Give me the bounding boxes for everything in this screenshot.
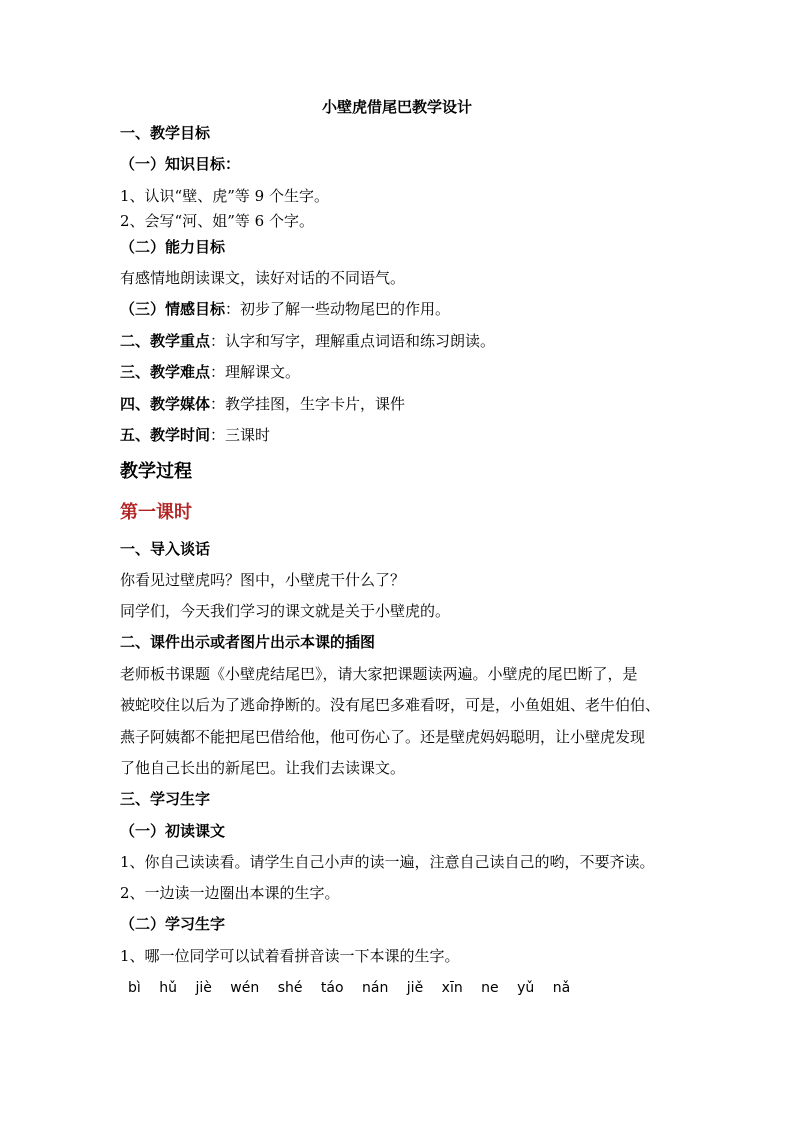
reading-item-2: 2、一边读一边圈出本课的生字。 <box>120 884 340 902</box>
pinyin-syllable: wén <box>230 980 260 996</box>
heading-learn-characters: 三、学习生字 <box>120 790 211 808</box>
key-points-line <box>120 331 495 351</box>
media-line <box>120 394 405 414</box>
emotion-goals-text: ：初步了解一些动物尾巴的作用。 <box>225 300 451 318</box>
heading-illustration: 二、课件出示或者图片出示本课的插图 <box>120 633 376 651</box>
difficulty-line <box>120 362 300 382</box>
subheading-ability-goals: （二）能力目标 <box>120 238 226 256</box>
paragraph-line: 燕子阿姨都不能把尾巴借给他，他可伤心了。还是壁虎妈妈聪明，让小壁虎发现 <box>120 728 646 746</box>
pinyin-syllable: nán <box>362 980 389 996</box>
document-title: 小壁虎借尾巴教学设计 <box>321 98 472 116</box>
paragraph-line: 被蛇咬住以后为了逃命挣断的。没有尾巴多难看呀，可是，小鱼姐姐、老牛伯伯、 <box>120 696 661 714</box>
key-points-text: ：认字和写字，理解重点词语和练习朗读。 <box>210 332 496 350</box>
pinyin-syllable: jiě <box>406 980 424 996</box>
heading-lesson-1: 第一课时 <box>120 502 192 523</box>
paragraph-line: 老师板书课题《小壁虎结尾巴》，请大家把课题读两遍。小壁虎的尾巴断了，是 <box>120 665 638 683</box>
ability-item: 有感情地朗读课文，读好对话的不同语气。 <box>120 269 406 287</box>
difficulty-text: ：理解课文。 <box>210 363 301 381</box>
pinyin-syllable: hǔ <box>159 980 177 996</box>
subheading-knowledge-goals: （一）知识目标： <box>120 155 241 173</box>
pinyin-syllable: xīn <box>441 980 463 996</box>
reading-item-1: 1、你自己读读看。请学生自己小声的读一遍，注意自己读自己的哟，不要齐读。 <box>120 853 655 871</box>
media-label: 四、教学媒体 <box>120 395 211 413</box>
heading-teaching-goals: 一、教学目标 <box>120 124 211 142</box>
pinyin-syllable: táo <box>320 980 344 996</box>
heading-teaching-process: 教学过程 <box>120 461 192 482</box>
intro-line-1: 你看见过壁虎吗？图中，小壁虎干什么了？ <box>120 571 406 589</box>
pinyin-syllable: jiè <box>195 980 212 996</box>
media-text: ：教学挂图，生字卡片，课件 <box>210 395 406 413</box>
pinyin-syllable: nǎ <box>552 980 571 996</box>
subheading-learn-characters: （二）学习生字 <box>120 915 226 933</box>
knowledge-item-2: 2、会写“河、姐”等 6 个字。 <box>120 212 314 230</box>
emotion-goals-line <box>120 299 450 319</box>
knowledge-item-1: 1、认识“壁、虎”等 9 个生字。 <box>120 187 329 205</box>
pinyin-row <box>128 978 584 998</box>
pinyin-syllable: yǔ <box>517 980 535 996</box>
time-label: 五、教学时间 <box>120 426 211 444</box>
heading-intro-talk: 一、导入谈话 <box>120 540 211 558</box>
intro-line-2: 同学们，今天我们学习的课文就是关于小壁虎的。 <box>120 602 451 620</box>
time-text: ：三课时 <box>210 426 271 444</box>
pinyin-syllable: ne <box>481 980 499 996</box>
subheading-first-reading: （一）初读课文 <box>120 822 226 840</box>
time-line <box>120 425 270 445</box>
emotion-goals-label: （三）情感目标 <box>120 300 226 318</box>
learn-item-1: 1、哪一位同学可以试着看拼音读一下本课的生字。 <box>120 947 460 965</box>
pinyin-syllable: shé <box>277 980 303 996</box>
pinyin-syllable: bì <box>128 980 141 996</box>
key-points-label: 二、教学重点 <box>120 332 211 350</box>
difficulty-label: 三、教学难点 <box>120 363 211 381</box>
paragraph-line: 了他自己长出的新尾巴。让我们去读课文。 <box>120 759 406 777</box>
